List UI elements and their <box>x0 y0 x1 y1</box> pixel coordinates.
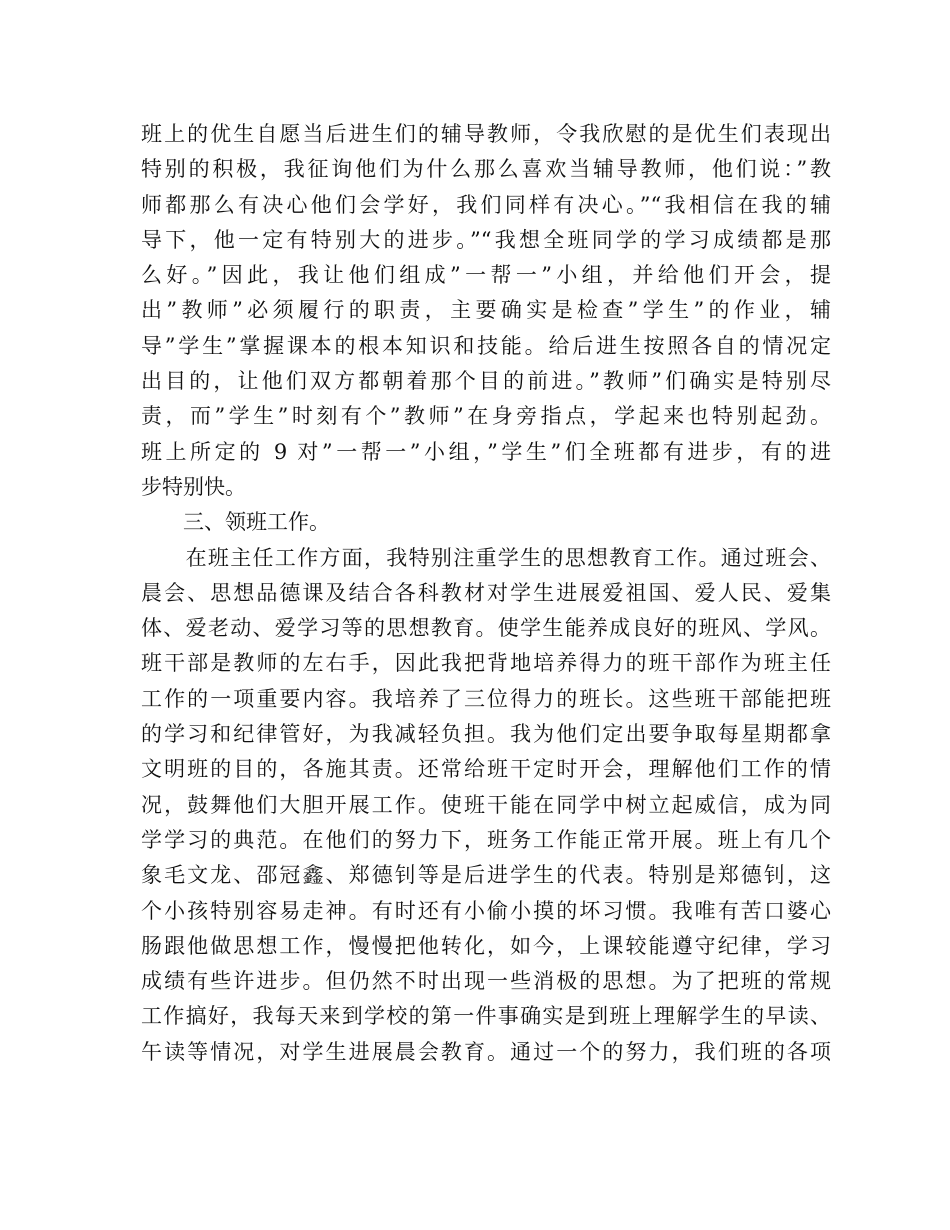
text-line: 班上的优生自愿当后进生们的辅导教师，令我欣慰的是优生们表现出 <box>141 122 831 146</box>
text-line: 班上所定的 9 对”一帮一”小组，”学生”们全班都有进步，有的进 <box>141 439 831 464</box>
text-line: 的学习和纪律管好，为我减轻负担。我为他们定出要争取每星期都拿 <box>141 722 831 747</box>
text-line: 肠跟他做思想工作，慢慢把他转化，如今，上课较能遵守纪律，学习 <box>141 933 831 958</box>
text-line: 学学习的典范。在他们的努力下，班务工作能正常开展。班上有几个 <box>141 827 831 852</box>
text-line: 文明班的目的，各施其责。还常给班干定时开会，理解他们工作的情 <box>141 757 831 782</box>
text-line: 成绩有些许进步。但仍然不时出现一些消极的思想。为了把班的常规 <box>141 969 831 994</box>
text-line: 责，而”学生”时刻有个”教师”在身旁指点，学起来也特别起劲。 <box>141 404 831 429</box>
text-line: 步特别快。 <box>141 474 246 499</box>
text-line: 晨会、思想品德课及结合各科教材对学生进展爱祖国、爱人民、爱集 <box>141 580 831 605</box>
section-heading: 三、领班工作。 <box>141 510 330 535</box>
text-line: 工作搞好，我每天来到学校的第一件事确实是到班上理解学生的早读、 <box>141 1004 831 1029</box>
text-line: 在班主任工作方面，我特别注重学生的思想教育工作。通过班会、 <box>141 545 831 570</box>
text-line: 象毛文龙、邵冠鑫、郑德钊等是后进学生的代表。特别是郑德钊，这 <box>141 863 831 888</box>
text-line: 体、爱老动、爱学习等的思想教育。使学生能养成良好的班风、学风。 <box>141 616 831 641</box>
text-line: 个小孩特别容易走神。有时还有小偷小摸的坏习惯。我唯有苦口婆心 <box>141 898 831 923</box>
text-line: 况，鼓舞他们大胆开展工作。使班干能在同学中树立起威信，成为同 <box>141 792 831 817</box>
text-line: 班干部是教师的左右手，因此我把背地培养得力的班干部作为班主任 <box>141 651 831 676</box>
text-line: 出”教师”必须履行的职责，主要确实是检查”学生”的作业，辅 <box>141 298 831 323</box>
text-line: 导下，他一定有特别大的进步。”“我想全班同学的学习成绩都是那 <box>141 227 831 252</box>
text-line: 特别的积极，我征询他们为什么那么喜欢当辅导教师，他们说：”教 <box>141 157 831 182</box>
text-line: 午读等情况，对学生进展晨会教育。通过一个的努力，我们班的各项 <box>141 1039 831 1064</box>
text-line: 出目的，让他们双方都朝着那个目的前进。”教师”们确实是特别尽 <box>141 369 831 394</box>
text-line: 么好。”因此，我让他们组成”一帮一”小组，并给他们开会，提 <box>141 263 831 288</box>
text-line: 工作的一项重要内容。我培养了三位得力的班长。这些班干部能把班 <box>141 686 831 711</box>
document-body <box>141 117 831 1070</box>
text-line: 师都那么有决心他们会学好，我们同样有决心。”“我相信在我的辅 <box>141 192 831 217</box>
text-line: 导”学生”掌握课本的根本知识和技能。给后进生按照各自的情况定 <box>141 333 831 358</box>
